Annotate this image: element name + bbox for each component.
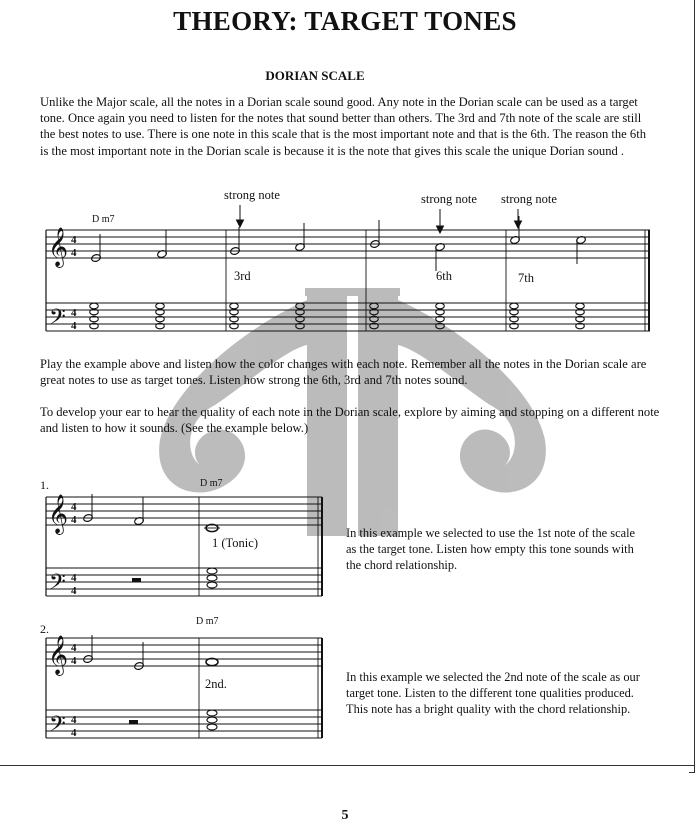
treble-clef-icon: 𝄞 [48,637,69,674]
target-label: 2nd. [205,677,227,691]
example-1-description: In this example we selected to use the 1st note of the scale as the target tone. Listen how empty this tone sounds with the chord relationship. [346,526,636,573]
whole-note [206,658,218,665]
bass-clef-icon: 𝄢 [49,305,66,334]
degree-label-6th: 6th [436,269,452,283]
treble-clef-icon: 𝄞 [48,496,69,533]
svg-text:4: 4 [71,727,77,739]
bass-clef-icon: 𝄢 [49,712,66,741]
svg-text:4: 4 [71,642,77,654]
annotation-strong-note: strong note [501,192,557,206]
degree-label-7th: 7th [518,271,534,285]
svg-text:4: 4 [71,585,77,597]
time-signature-bottom: 4 [71,320,77,332]
chord-symbol: D m7 [92,214,115,225]
degree-label-3rd: 3rd [234,269,251,283]
target-label: 1 (Tonic) [212,536,258,550]
page-title: THEORY: TARGET TONES [173,6,517,36]
annotation-strong-note: strong note [224,188,280,202]
intro-paragraph: Unlike the Major scale, all the notes in a Dorian scale sound good. Any note in the Dorian scale can be used as a target tone. Once again you need to listen for the notes that sound better than others. The 3rd and 7th note of the scale are still the best notes to use. There is one note in this scale that is the most important note and that is the 6th. The reason the 6th is the most important note in the Dorian scale is because it is the note that gives this scale the unique Dorian sound . [40,95,647,158]
treble-clef-icon: 𝄞 [48,229,69,266]
paragraph-develop-ear: To develop your ear to hear the quality of each note in the Dorian scale, explore by aiming and stopping on a different note and listen to how it sounds. (See the example below.) [40,405,660,436]
section-heading: DORIAN SCALE [265,68,365,83]
time-signature-top: 4 [71,234,77,246]
half-rest [129,720,138,724]
time-signature-bottom: 4 [71,247,77,259]
annotation-strong-note: strong note [421,192,477,206]
example-number: 1. [40,478,49,492]
page-number: 5 [341,808,349,823]
svg-text:4: 4 [71,714,77,726]
chord-symbol: D m7 [200,478,223,489]
bass-clef-icon: 𝄢 [49,570,66,599]
example-2-description: In this example we selected the 2nd note of the scale as our target tone. Listen to the different tone qualities produced. This note has a bright quality with the chord relationship. [346,670,640,717]
bass-chord [207,710,217,730]
chord-symbol: D m7 [196,616,219,627]
paragraph-play-example: Play the example above and listen how the color changes with each note. Remember all the notes in the Dorian scale are great notes to use as target tones. Listen how strong the 6th, 3rd and 7th notes sound. [40,357,647,388]
svg-text:4: 4 [71,501,77,513]
svg-text:4: 4 [71,572,77,584]
svg-text:4: 4 [71,655,77,667]
time-signature-top: 4 [71,307,77,319]
svg-text:4: 4 [71,514,77,526]
example-number: 2. [40,622,49,636]
